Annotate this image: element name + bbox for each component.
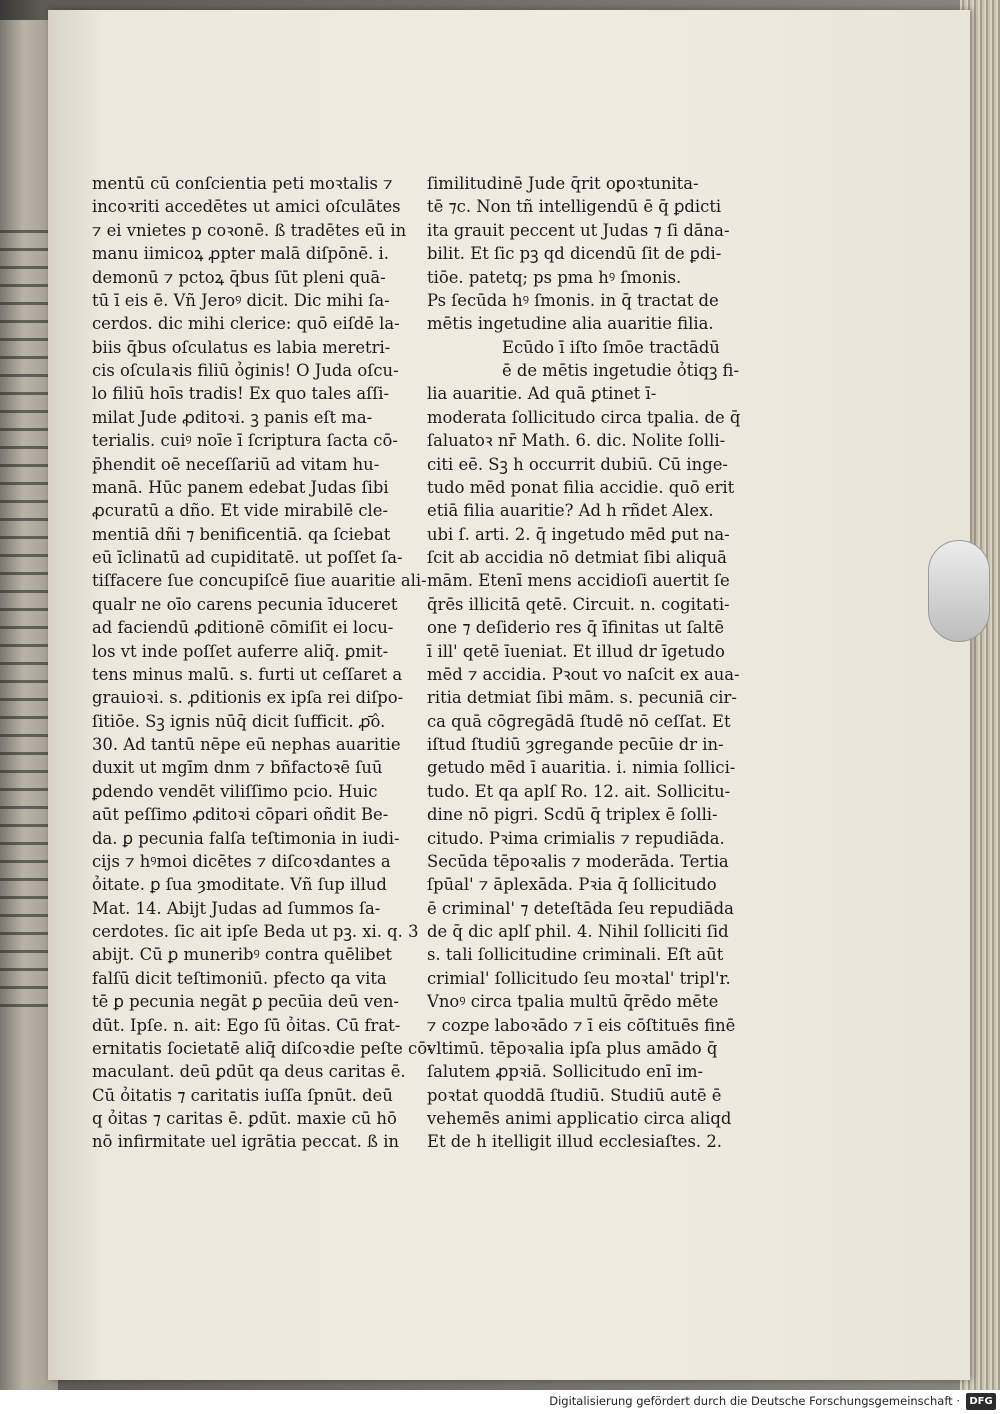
text-line: ſcit ab accidia nō detmiat ſibi aliquā (427, 548, 727, 567)
text-line: los vt inde poſſet auferre aliq̄. ꝑmit- (92, 641, 389, 661)
text-line: crimial' ſollicitudo ſeu moꝛtal' tripl'r. (427, 968, 731, 988)
text-line: mentū cū conſcientia peti moꝛtalis ⁊ (92, 174, 393, 193)
text-line: nō infirmitate uel igrātia peccat. ß in (92, 1132, 399, 1152)
text-line: falſū dicit teſtimoniū. pfecto qa vita (92, 968, 387, 988)
text-line: ꝓcuratū a dño. Et vide mirabilē cle- (92, 501, 389, 521)
text-line: manu iimicoꝝ ꝓpter malā diſpōnē. i. (92, 244, 389, 264)
text-line: cerdos. dic mihi clerice: quō eiſdē la- (92, 314, 400, 334)
text-line: Ps ſecūda hꝰ ſmonis. in q̄ tractat de (427, 290, 719, 310)
text-line: cijs ⁊ hꝰmoi dicētes ⁊ diſcoꝛdantes a (92, 851, 391, 871)
text-line: eū īclinatū ad cupiditatē. ut poſſet ſa- (92, 548, 403, 567)
text-line: ca quā cōgregādā ſtudē nō ceſſat. Et (427, 711, 731, 731)
dfg-logo: DFG (966, 1393, 996, 1410)
text-line: aūt peſſimo ꝓditoꝛi cōpari oñdit Be- (92, 805, 389, 825)
text-line: tē ꝑ pecunia negāt ꝑ pecūia deū ven- (92, 992, 399, 1012)
page-clip (928, 540, 990, 642)
text-line: ſimilitudinē Jude q̄rit oꝑoꝛtunita- (427, 174, 699, 193)
text-line: ē de mētis ingetudie ỏtiqꝫ fi- (502, 361, 740, 380)
text-line: dūt. Ipſe. n. ait: Ego ſū ỏitas. Cū frat- (92, 1015, 401, 1035)
text-line: cis oſculaꝛis filiū ỏginis! O Juda oſcu- (92, 361, 399, 380)
text-line: Ecūdo ī iſto ſmōe tractādū (502, 337, 720, 357)
facing-page-text-bleed (0, 230, 52, 1010)
text-line: ubi ſ. arti. 2. q̄ ingetudo mēd ꝑut na- (427, 524, 730, 544)
text-line: s. tali ſollicitudine criminali. Eſt aūt (427, 945, 724, 965)
text-line: tudo mēd ponat filia accidie. quō erit (427, 477, 735, 497)
text-line: incoꝛriti accedētes ut amici oſculātes (92, 197, 401, 217)
text-line: getudo mēd ī auaritia. i. nimia ſollici- (427, 758, 736, 778)
funding-notice: Digitalisierung gefördert durch die Deutsche Forschungsgemeinschaft · (549, 1394, 960, 1408)
text-line: ē criminal' ⁊ deteſtāda ſeu repudiāda (427, 898, 734, 918)
text-line: cerdotes. ſic ait ipſe Beda ut pꝫ. xi. q. 3 (92, 922, 419, 941)
text-line: ſalutem ꝓpꝛiā. Sollicitudo enī im- (427, 1062, 704, 1082)
text-line: ī ill' qetē īueniat. Et illud dr īgetudo (427, 641, 725, 661)
text-line: manā. Hūc panem edebat Judas ſibi (92, 477, 389, 497)
text-line: demonū ⁊ pctoꝝ q̄bus ſūt pleni quā- (92, 267, 386, 287)
text-line: biis q̄bus oſculatus es labia meretri- (92, 337, 391, 357)
text-line: Et de h itelligit illud ecclesiaſtes. 2. (427, 1132, 722, 1152)
text-line: vehemēs animi applicatio circa aliqd (427, 1109, 732, 1128)
text-line: citi eē. Sꝫ h occurrit dubiū. Cū inge- (427, 454, 728, 474)
text-line: mentiā dñi ⁊ benificentiā. qa ſciebat (92, 524, 391, 544)
text-line: citudo. Pꝛima crimialis ⁊ repudiāda. (427, 828, 725, 848)
text-line: ſpūal' ⁊ āplexāda. Pꝛia q̄ ſollicitudo (427, 875, 717, 895)
left-text-column (92, 172, 433, 1154)
text-line: tens minus malū. s. furti ut ceſſaret a (92, 664, 403, 684)
text-line: moderata ſollicitudo circa tpalia. de q̄ (427, 407, 741, 427)
text-line: tū ī eis ē. Vñ Jeroꝰ dicit. Dic mihi ſa- (92, 290, 390, 310)
text-line: ad faciendū ꝓditionē cōmiſit ei locu- (92, 618, 394, 638)
text-line: ita grauit peccent ut Judas ⁊ ſi dāna- (427, 220, 730, 240)
text-line: mētis ingetudine alia auaritie filia. (427, 314, 714, 334)
text-line: lia auaritie. Ad quā ꝑtinet ī- (427, 384, 657, 404)
text-line: qualr ne oīo carens pecunia īduceret (92, 594, 398, 614)
text-line: mēd ⁊ accidia. Pꝛout vo naſcit ex aua- (427, 664, 740, 684)
text-line: mām. Etenī mens accidioſi auertit ſe (427, 571, 730, 591)
text-line: Cū ỏitatis ⁊ caritatis iuſſa ſpnūt. deū (92, 1085, 393, 1105)
text-line: lo filiū hoīs tradis! Ex quo tales aſſi- (92, 384, 390, 404)
text-line: da. ꝑ pecunia falſa teſtimonia in iudi- (92, 828, 400, 848)
text-line: Secūda tēpoꝛalis ⁊ moderāda. Tertia (427, 851, 729, 871)
text-line: ſaluatoꝛ nr̄ Math. 6. dic. Nolite ſolli- (427, 431, 726, 451)
footer-bar (0, 1390, 1000, 1414)
text-line: iſtud ſtudiū ȝgregande pecūie dr in- (427, 735, 724, 754)
text-line: Mat. 14. Abijt Judas ad ſummos ſa- (92, 898, 381, 918)
text-line: ſitiōe. Sꝫ ignis nūq̄ dicit ſufficit. ꝓ̄ô. (92, 711, 386, 731)
text-line: ỏitate. ꝑ ſua ȝmoditate. Vñ ſup illud (92, 875, 387, 895)
right-text-column (427, 172, 739, 1154)
text-line: duxit ut mgīm dnm ⁊ bñfactoꝛē ſuū (92, 758, 383, 778)
text-line: vltimū. tēpoꝛalia ipſa plus amādo q̄ (427, 1038, 718, 1058)
text-line: dine nō pigri. Scdū q̄ triplex ē ſolli- (427, 805, 718, 825)
text-line: ernitatis ſocietatē aliq̄ diſcoꝛdie peſte cō- (92, 1038, 433, 1058)
text-line: grauioꝛi. s. ꝓditionis ex ipſa rei diſpo- (92, 688, 404, 708)
text-line: ꝑdendo vendēt viliſſimo pcio. Huic (92, 781, 378, 801)
text-line: milat Jude ꝓditoꝛi. ꝫ panis eſt ma- (92, 407, 373, 427)
text-line: one ⁊ deſiderio res q̄ īfinitas ut ſaltē (427, 618, 725, 638)
text-line: q̄rēs illicitā qetē. Circuit. n. cogitati- (427, 594, 730, 614)
text-line: maculant. deū ꝑdūt qa deus caritas ē. (92, 1062, 406, 1082)
text-line: tiſfacere ſue concupiſcē ſiue auaritie ali- (92, 571, 427, 591)
text-line: ritia detmiat ſibi mām. s. pecuniā cir- (427, 688, 737, 708)
text-line: tudo. Et qa aplſ Ro. 12. ait. Sollicitu- (427, 781, 731, 801)
text-line: tiōe. patetq; ps pma hꝰ ſmonis. (427, 267, 682, 287)
text-line: tē ⁊c. Non tñ intelligendū ē q̄ ꝑdicti (427, 197, 722, 217)
text-line: p̄hendit oē neceſſariū ad vitam hu- (92, 454, 380, 474)
text-line: terialis. cuiꝰ noīe ī ſcriptura ſacta cō- (92, 431, 398, 451)
text-line: Vnoꝰ circa tpalia multū q̄rēdo mēte (427, 992, 719, 1012)
text-line: ⁊ ei vnietes p coꝛonē. ß tradētes eū in (92, 220, 407, 240)
text-line: abijt. Cū ꝑ muneribꝰ contra quēlibet (92, 945, 392, 965)
text-line: bilit. Et ſic pꝫ qd dicendū ſit de ꝑdi- (427, 244, 722, 264)
text-line: poꝛtat quoddā ſtudiū. Studiū autē ē (427, 1085, 722, 1105)
text-line: ⁊ cozpe laboꝛādo ⁊ ī eis cōſtituēs finē (427, 1015, 736, 1035)
text-line: 30. Ad tantū nēpe eū nephas auaritie (92, 735, 401, 754)
text-line: etiā filia auaritie? Ad h rñdet Alex. (427, 501, 714, 521)
text-line: q ỏitas ⁊ caritas ē. ꝑdūt. maxie cū hō (92, 1109, 397, 1128)
text-line: de q̄ dic aplſ phil. 4. Nihil ſolliciti ſid (427, 922, 729, 941)
